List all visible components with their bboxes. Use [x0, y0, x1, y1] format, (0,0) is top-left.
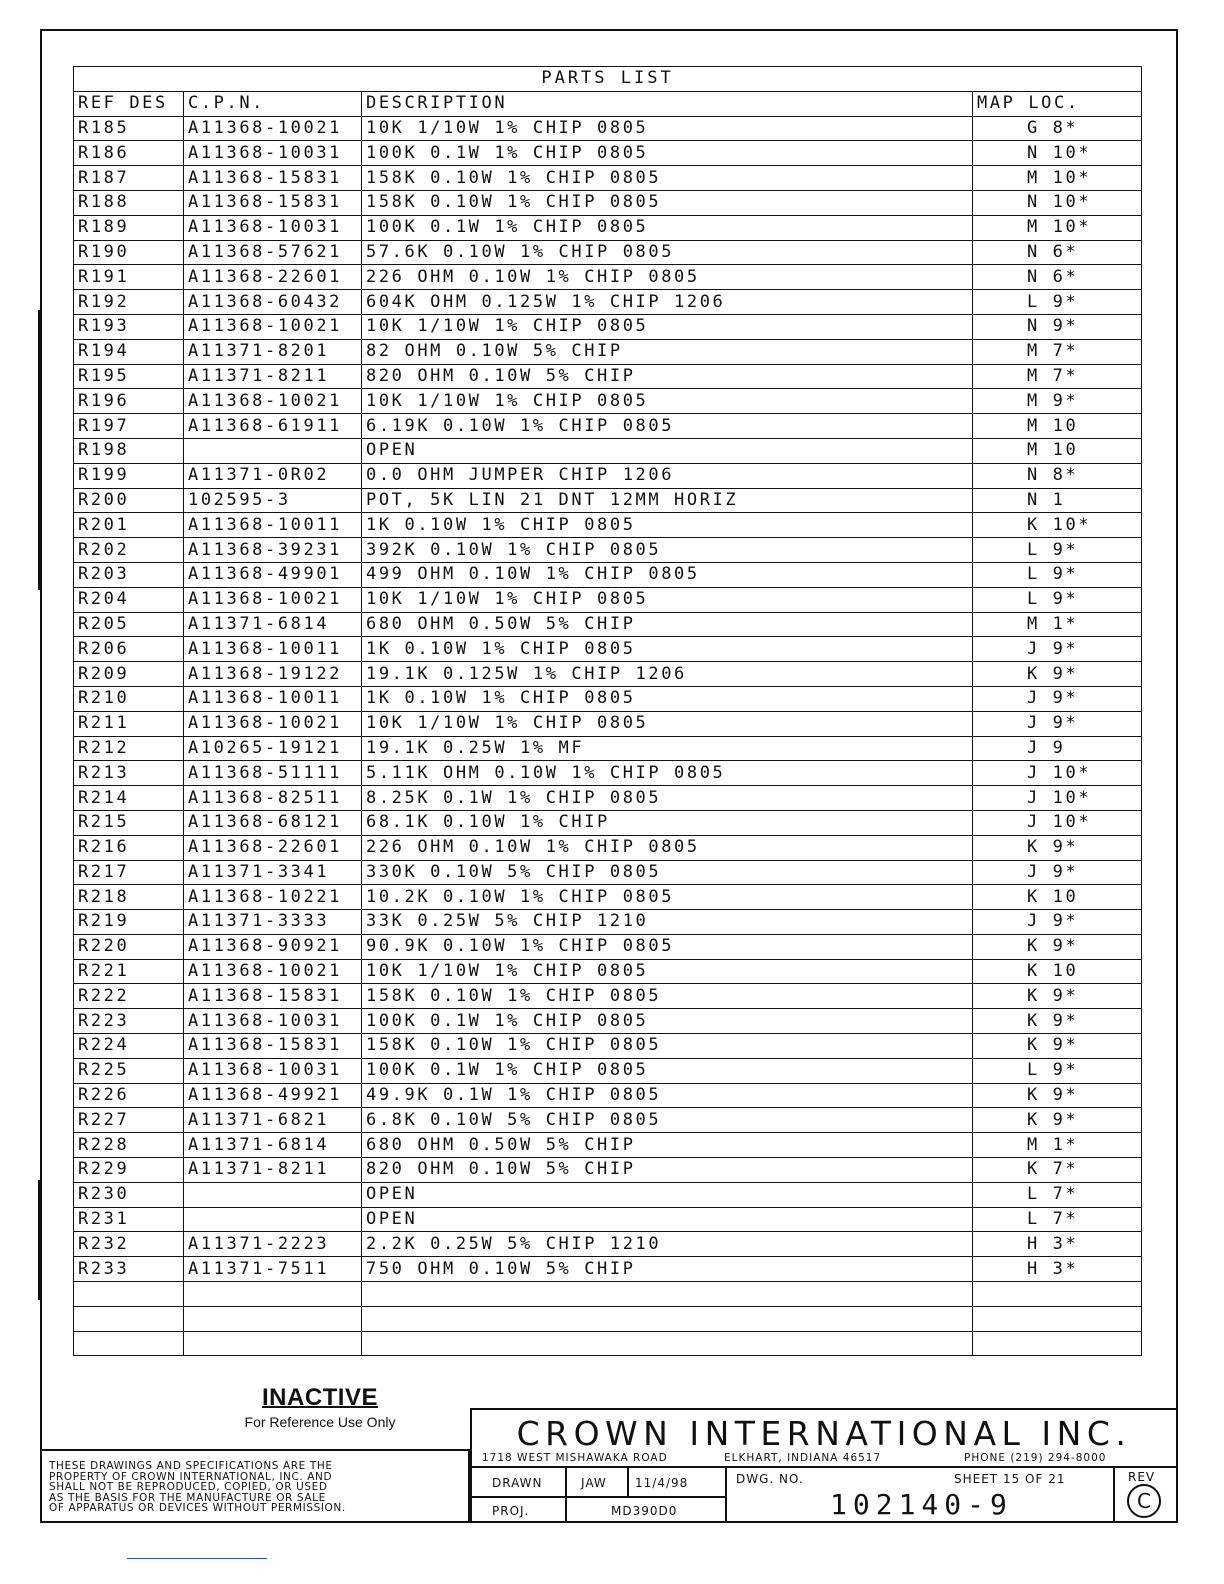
table-row: [74, 835, 1142, 860]
cell-ref-des: R211: [74, 711, 184, 736]
cell-ref-des: R188: [74, 190, 184, 215]
cell-ref-des: R224: [74, 1034, 184, 1059]
drawn-by: JAW: [581, 1476, 607, 1490]
cell-ref-des: R233: [74, 1257, 184, 1282]
table-row: [74, 538, 1142, 563]
cell-cpn: A11368-10031: [184, 215, 362, 240]
cell-description: 19.1K 0.25W 1% MF: [362, 736, 973, 761]
cell-map-loc: K 10: [973, 959, 1142, 984]
cell-cpn: A11371-8211: [184, 364, 362, 389]
cell-ref-des: R214: [74, 786, 184, 811]
cell-map-loc: K 9*: [973, 1108, 1142, 1133]
cell-description: 100K 0.1W 1% CHIP 0805: [362, 1009, 973, 1034]
cell-cpn: A11368-10011: [184, 513, 362, 538]
cell-map-loc: K 9*: [973, 1034, 1142, 1059]
notice-line: AS THE BASIS FOR THE MANUFACTURE OR SALE: [49, 1491, 326, 1504]
drawn-label: DRAWN: [492, 1476, 543, 1490]
notice-line: THESE DRAWINGS AND SPECIFICATIONS ARE THE: [49, 1460, 333, 1472]
cell-description: 226 OHM 0.10W 1% CHIP 0805: [362, 835, 973, 860]
cell-map-loc: M 10: [973, 438, 1142, 463]
cell-cpn: A11368-10021: [184, 116, 362, 141]
cell-cpn: A11368-49901: [184, 562, 362, 587]
cell-cpn: A11368-10031: [184, 1058, 362, 1083]
cell-ref-des: R225: [74, 1058, 184, 1083]
cell-map-loc: J 9*: [973, 711, 1142, 736]
table-row: [74, 141, 1142, 166]
cell-cpn: A11368-10021: [184, 711, 362, 736]
table-row: [74, 1034, 1142, 1059]
cell-ref-des: R195: [74, 364, 184, 389]
company-address: [472, 1450, 1176, 1468]
cell-description: 90.9K 0.10W 1% CHIP 0805: [362, 934, 973, 959]
cell-map-loc: M 1*: [973, 1133, 1142, 1158]
cell-description: [362, 1331, 973, 1356]
cell-description: OPEN: [362, 1207, 973, 1232]
table-row: [74, 215, 1142, 240]
cell-description: 19.1K 0.125W 1% CHIP 1206: [362, 662, 973, 687]
table-title: PARTS LIST: [74, 67, 1142, 92]
cell-cpn: A11368-15831: [184, 190, 362, 215]
cell-cpn: A11368-15831: [184, 984, 362, 1009]
cell-ref-des: R191: [74, 265, 184, 290]
cell-map-loc: L 9*: [973, 1058, 1142, 1083]
table-row: [74, 810, 1142, 835]
cell-ref-des: R212: [74, 736, 184, 761]
table-row: [74, 116, 1142, 141]
sheet-number: SHEET 15 OF 21: [954, 1472, 1066, 1486]
cell-map-loc: L 9*: [973, 562, 1142, 587]
cell-cpn: A11368-51111: [184, 761, 362, 786]
cell-map-loc: L 9*: [973, 290, 1142, 315]
cell-map-loc: M 1*: [973, 612, 1142, 637]
company-name: CROWN INTERNATIONAL INC.: [516, 1414, 1132, 1453]
cell-description: 750 OHM 0.10W 5% CHIP: [362, 1257, 973, 1282]
cell-ref-des: R213: [74, 761, 184, 786]
cell-cpn: [184, 1207, 362, 1232]
cell-map-loc: K 10*: [973, 513, 1142, 538]
cell-description: 10K 1/10W 1% CHIP 0805: [362, 389, 973, 414]
cell-cpn: A11368-10221: [184, 885, 362, 910]
cell-map-loc: H 3*: [973, 1232, 1142, 1257]
table-row: [74, 290, 1142, 315]
table-row: [74, 1083, 1142, 1108]
cell-ref-des: R190: [74, 240, 184, 265]
cell-description: 6.19K 0.10W 1% CHIP 0805: [362, 414, 973, 439]
table-row: [74, 934, 1142, 959]
rev-label: REV: [1128, 1470, 1156, 1484]
table-row: [74, 1331, 1142, 1356]
cell-cpn: A11371-0R02: [184, 463, 362, 488]
table-row: [74, 414, 1142, 439]
cell-description: 680 OHM 0.50W 5% CHIP: [362, 1133, 973, 1158]
cell-description: 10K 1/10W 1% CHIP 0805: [362, 314, 973, 339]
cell-map-loc: J 9: [973, 736, 1142, 761]
dwg-no-label: DWG. NO.: [736, 1472, 804, 1486]
project-code: MD390D0: [611, 1504, 678, 1518]
cell-ref-des: R210: [74, 686, 184, 711]
cell-cpn: A11368-15831: [184, 1034, 362, 1059]
table-row: [74, 562, 1142, 587]
cell-map-loc: N 10*: [973, 141, 1142, 166]
table-row: [74, 1182, 1142, 1207]
cell-ref-des: R189: [74, 215, 184, 240]
cell-ref-des: [74, 1306, 184, 1331]
cell-ref-des: R222: [74, 984, 184, 1009]
table-row: [74, 662, 1142, 687]
table-row: [74, 686, 1142, 711]
cell-cpn: A11371-2223: [184, 1232, 362, 1257]
cell-cpn: A11371-7511: [184, 1257, 362, 1282]
cell-cpn: 102595-3: [184, 488, 362, 513]
drawn-date-cell: [629, 1468, 727, 1497]
cell-map-loc: J 10*: [973, 761, 1142, 786]
cell-cpn: A11371-3333: [184, 910, 362, 935]
table-row: [74, 984, 1142, 1009]
cell-ref-des: R186: [74, 141, 184, 166]
table-row: [74, 1282, 1142, 1307]
cell-cpn: A11371-8201: [184, 339, 362, 364]
cell-map-loc: N 9*: [973, 314, 1142, 339]
cell-ref-des: R201: [74, 513, 184, 538]
cell-description: 1K 0.10W 1% CHIP 0805: [362, 686, 973, 711]
cell-map-loc: K 9*: [973, 662, 1142, 687]
cell-description: [362, 1282, 973, 1307]
cell-ref-des: R215: [74, 810, 184, 835]
proj-label-cell: [472, 1498, 567, 1523]
cell-map-loc: J 10*: [973, 786, 1142, 811]
cell-description: 1K 0.10W 1% CHIP 0805: [362, 637, 973, 662]
table-row: [74, 1232, 1142, 1257]
cell-ref-des: [74, 1282, 184, 1307]
table-row: [74, 1108, 1142, 1133]
cell-ref-des: R216: [74, 835, 184, 860]
cell-description: 33K 0.25W 5% CHIP 1210: [362, 910, 973, 935]
cell-description: OPEN: [362, 438, 973, 463]
cell-description: 158K 0.10W 1% CHIP 0805: [362, 190, 973, 215]
cell-map-loc: G 8*: [973, 116, 1142, 141]
cell-ref-des: R199: [74, 463, 184, 488]
table-row: [74, 736, 1142, 761]
cell-cpn: [184, 1182, 362, 1207]
street-address: 1718 WEST MISHAWAKA ROAD: [482, 1452, 668, 1464]
notice-line: PROPERTY OF CROWN INTERNATIONAL, INC. AND: [49, 1470, 333, 1483]
reference-note: For Reference Use Only: [244, 1414, 396, 1430]
cell-description: POT, 5K LIN 21 DNT 12MM HORIZ: [362, 488, 973, 513]
cell-cpn: A11368-10021: [184, 389, 362, 414]
cell-cpn: A11368-49921: [184, 1083, 362, 1108]
table-row: [74, 364, 1142, 389]
cell-map-loc: M 7*: [973, 364, 1142, 389]
inactive-stamp: [230, 1384, 410, 1430]
cell-ref-des: R185: [74, 116, 184, 141]
cell-map-loc: K 9*: [973, 934, 1142, 959]
cell-cpn: A11368-68121: [184, 810, 362, 835]
cell-description: 2.2K 0.25W 5% CHIP 1210: [362, 1232, 973, 1257]
cell-description: 6.8K 0.10W 5% CHIP 0805: [362, 1108, 973, 1133]
cell-description: 10K 1/10W 1% CHIP 0805: [362, 116, 973, 141]
table-row: [74, 240, 1142, 265]
table-title-row: [74, 67, 1142, 92]
parts-list-table: [73, 66, 1142, 1356]
cell-description: 10K 1/10W 1% CHIP 0805: [362, 711, 973, 736]
table-row: [74, 587, 1142, 612]
table-row: [74, 438, 1142, 463]
cell-ref-des: R231: [74, 1207, 184, 1232]
cell-map-loc: [973, 1282, 1142, 1307]
table-row: [74, 612, 1142, 637]
cell-cpn: A11371-8211: [184, 1158, 362, 1183]
cell-description: 100K 0.1W 1% CHIP 0805: [362, 1058, 973, 1083]
cell-map-loc: K 9*: [973, 835, 1142, 860]
cell-description: 10.2K 0.10W 1% CHIP 0805: [362, 885, 973, 910]
cell-ref-des: R209: [74, 662, 184, 687]
cell-description: 820 OHM 0.10W 5% CHIP: [362, 1158, 973, 1183]
cell-map-loc: L 9*: [973, 587, 1142, 612]
cell-ref-des: R228: [74, 1133, 184, 1158]
table-row: [74, 166, 1142, 191]
cell-cpn: [184, 1282, 362, 1307]
cell-cpn: A11368-82511: [184, 786, 362, 811]
cell-cpn: A11368-61911: [184, 414, 362, 439]
cell-ref-des: R205: [74, 612, 184, 637]
revision-letter: C: [1127, 1484, 1161, 1518]
cell-map-loc: K 9*: [973, 1083, 1142, 1108]
table-row: [74, 1257, 1142, 1282]
table-row: [74, 314, 1142, 339]
cell-map-loc: M 9*: [973, 389, 1142, 414]
cell-cpn: [184, 438, 362, 463]
header-cpn: C.P.N.: [184, 91, 362, 116]
cell-ref-des: R202: [74, 538, 184, 563]
table-row: [74, 860, 1142, 885]
header-map-loc: MAP LOC.: [973, 91, 1142, 116]
cell-ref-des: R218: [74, 885, 184, 910]
cell-ref-des: R193: [74, 314, 184, 339]
cell-description: OPEN: [362, 1182, 973, 1207]
drawing-number: 102140-9: [830, 1488, 1013, 1521]
table-row: [74, 513, 1142, 538]
table-row: [74, 1058, 1142, 1083]
cell-ref-des: R198: [74, 438, 184, 463]
cell-map-loc: N 6*: [973, 265, 1142, 290]
cell-cpn: A11368-10011: [184, 637, 362, 662]
cell-cpn: A11368-22601: [184, 835, 362, 860]
cell-map-loc: [973, 1331, 1142, 1356]
city-state: ELKHART, INDIANA 46517: [724, 1452, 882, 1464]
cell-map-loc: K 9*: [973, 984, 1142, 1009]
cell-map-loc: M 10*: [973, 166, 1142, 191]
cell-map-loc: J 9*: [973, 910, 1142, 935]
proj-label: PROJ.: [492, 1504, 530, 1518]
cell-description: 68.1K 0.10W 1% CHIP: [362, 810, 973, 835]
cell-map-loc: M 7*: [973, 339, 1142, 364]
cell-map-loc: L 7*: [973, 1207, 1142, 1232]
header-ref-des: REF DES: [74, 91, 184, 116]
table-row: [74, 1207, 1142, 1232]
cell-description: 330K 0.10W 5% CHIP 0805: [362, 860, 973, 885]
table-row: [74, 488, 1142, 513]
cell-ref-des: R219: [74, 910, 184, 935]
cell-cpn: A10265-19121: [184, 736, 362, 761]
cell-map-loc: N 10*: [973, 190, 1142, 215]
cell-cpn: A11368-10021: [184, 314, 362, 339]
cell-description: [362, 1306, 973, 1331]
cell-ref-des: R187: [74, 166, 184, 191]
cell-cpn: A11368-22601: [184, 265, 362, 290]
cell-map-loc: L 7*: [973, 1182, 1142, 1207]
cell-ref-des: R203: [74, 562, 184, 587]
cell-cpn: A11368-10011: [184, 686, 362, 711]
cell-ref-des: R197: [74, 414, 184, 439]
proj-cell: [567, 1498, 727, 1523]
cell-cpn: A11371-6814: [184, 612, 362, 637]
cell-map-loc: H 3*: [973, 1257, 1142, 1282]
cell-cpn: A11368-10021: [184, 587, 362, 612]
cell-ref-des: R194: [74, 339, 184, 364]
cell-cpn: A11368-57621: [184, 240, 362, 265]
cell-cpn: A11371-6814: [184, 1133, 362, 1158]
cell-cpn: A11368-10031: [184, 141, 362, 166]
cell-map-loc: K 7*: [973, 1158, 1142, 1183]
cell-ref-des: R196: [74, 389, 184, 414]
cell-description: 392K 0.10W 1% CHIP 0805: [362, 538, 973, 563]
table-row: [74, 265, 1142, 290]
cell-description: 604K OHM 0.125W 1% CHIP 1206: [362, 290, 973, 315]
cell-map-loc: K 9*: [973, 1009, 1142, 1034]
notice-line: OF APPARATUS OR DEVICES WITHOUT PERMISSION.: [49, 1502, 346, 1514]
drawn-date: 11/4/98: [635, 1476, 689, 1490]
cell-cpn: A11368-19122: [184, 662, 362, 687]
table-row: [74, 959, 1142, 984]
cell-map-loc: N 1: [973, 488, 1142, 513]
table-row: [74, 761, 1142, 786]
cell-description: 0.0 OHM JUMPER CHIP 1206: [362, 463, 973, 488]
cell-cpn: A11368-60432: [184, 290, 362, 315]
cell-description: 57.6K 0.10W 1% CHIP 0805: [362, 240, 973, 265]
cell-map-loc: J 9*: [973, 860, 1142, 885]
cell-ref-des: R223: [74, 1009, 184, 1034]
cell-description: 158K 0.10W 1% CHIP 0805: [362, 166, 973, 191]
table-row: [74, 190, 1142, 215]
table-row: [74, 1158, 1142, 1183]
phone-number: PHONE (219) 294-8000: [964, 1452, 1107, 1464]
cell-map-loc: J 9*: [973, 637, 1142, 662]
drawn-label-cell: [472, 1468, 567, 1497]
table-row: [74, 637, 1142, 662]
cell-description: 10K 1/10W 1% CHIP 0805: [362, 587, 973, 612]
cell-map-loc: M 10*: [973, 215, 1142, 240]
cell-description: 5.11K OHM 0.10W 1% CHIP 0805: [362, 761, 973, 786]
cell-cpn: A11368-15831: [184, 166, 362, 191]
cell-ref-des: R200: [74, 488, 184, 513]
cell-ref-des: R227: [74, 1108, 184, 1133]
inactive-label: INACTIVE: [261, 1384, 378, 1411]
cell-ref-des: R204: [74, 587, 184, 612]
cell-ref-des: R232: [74, 1232, 184, 1257]
cell-ref-des: [74, 1331, 184, 1356]
table-row: [74, 885, 1142, 910]
table-header-row: [74, 91, 1142, 116]
footer-link-underline: [127, 1558, 267, 1559]
cell-map-loc: K 10: [973, 885, 1142, 910]
cell-ref-des: R192: [74, 290, 184, 315]
table-row: [74, 910, 1142, 935]
table-row: [74, 786, 1142, 811]
cell-description: 100K 0.1W 1% CHIP 0805: [362, 215, 973, 240]
cell-map-loc: M 10: [973, 414, 1142, 439]
property-notice: [40, 1449, 470, 1523]
cell-description: 8.25K 0.1W 1% CHIP 0805: [362, 786, 973, 811]
cell-ref-des: R217: [74, 860, 184, 885]
cell-description: 49.9K 0.1W 1% CHIP 0805: [362, 1083, 973, 1108]
table-row: [74, 463, 1142, 488]
cell-description: 82 OHM 0.10W 5% CHIP: [362, 339, 973, 364]
cell-ref-des: R229: [74, 1158, 184, 1183]
cell-description: 820 OHM 0.10W 5% CHIP: [362, 364, 973, 389]
table-row: [74, 339, 1142, 364]
cell-description: 10K 1/10W 1% CHIP 0805: [362, 959, 973, 984]
cell-cpn: [184, 1331, 362, 1356]
table-row: [74, 1009, 1142, 1034]
table-row: [74, 1306, 1142, 1331]
table-row: [74, 711, 1142, 736]
title-block: [470, 1408, 1178, 1523]
cell-cpn: A11371-3341: [184, 860, 362, 885]
cell-cpn: [184, 1306, 362, 1331]
cell-map-loc: N 8*: [973, 463, 1142, 488]
cell-description: 158K 0.10W 1% CHIP 0805: [362, 1034, 973, 1059]
rev-divider: [1113, 1468, 1115, 1523]
cell-ref-des: R221: [74, 959, 184, 984]
cell-ref-des: R220: [74, 934, 184, 959]
cell-ref-des: R226: [74, 1083, 184, 1108]
cell-map-loc: J 9*: [973, 686, 1142, 711]
cell-map-loc: L 9*: [973, 538, 1142, 563]
cell-ref-des: R206: [74, 637, 184, 662]
cell-description: 100K 0.1W 1% CHIP 0805: [362, 141, 973, 166]
cell-map-loc: [973, 1306, 1142, 1331]
edge-mark: [38, 1180, 41, 1300]
cell-cpn: A11368-90921: [184, 934, 362, 959]
cell-map-loc: N 6*: [973, 240, 1142, 265]
cell-description: 226 OHM 0.10W 1% CHIP 0805: [362, 265, 973, 290]
notice-line: SHALL NOT BE REPRODUCED, COPIED, OR USED: [49, 1481, 328, 1493]
cell-description: 499 OHM 0.10W 1% CHIP 0805: [362, 562, 973, 587]
cell-cpn: A11371-6821: [184, 1108, 362, 1133]
drawn-by-cell: [567, 1468, 629, 1497]
cell-cpn: A11368-39231: [184, 538, 362, 563]
table-row: [74, 1133, 1142, 1158]
cell-description: 1K 0.10W 1% CHIP 0805: [362, 513, 973, 538]
cell-cpn: A11368-10021: [184, 959, 362, 984]
cell-description: 158K 0.10W 1% CHIP 0805: [362, 984, 973, 1009]
cell-description: 680 OHM 0.50W 5% CHIP: [362, 612, 973, 637]
edge-mark: [38, 310, 41, 590]
header-description: DESCRIPTION: [362, 91, 973, 116]
cell-ref-des: R230: [74, 1182, 184, 1207]
cell-map-loc: J 10*: [973, 810, 1142, 835]
table-row: [74, 389, 1142, 414]
cell-cpn: A11368-10031: [184, 1009, 362, 1034]
